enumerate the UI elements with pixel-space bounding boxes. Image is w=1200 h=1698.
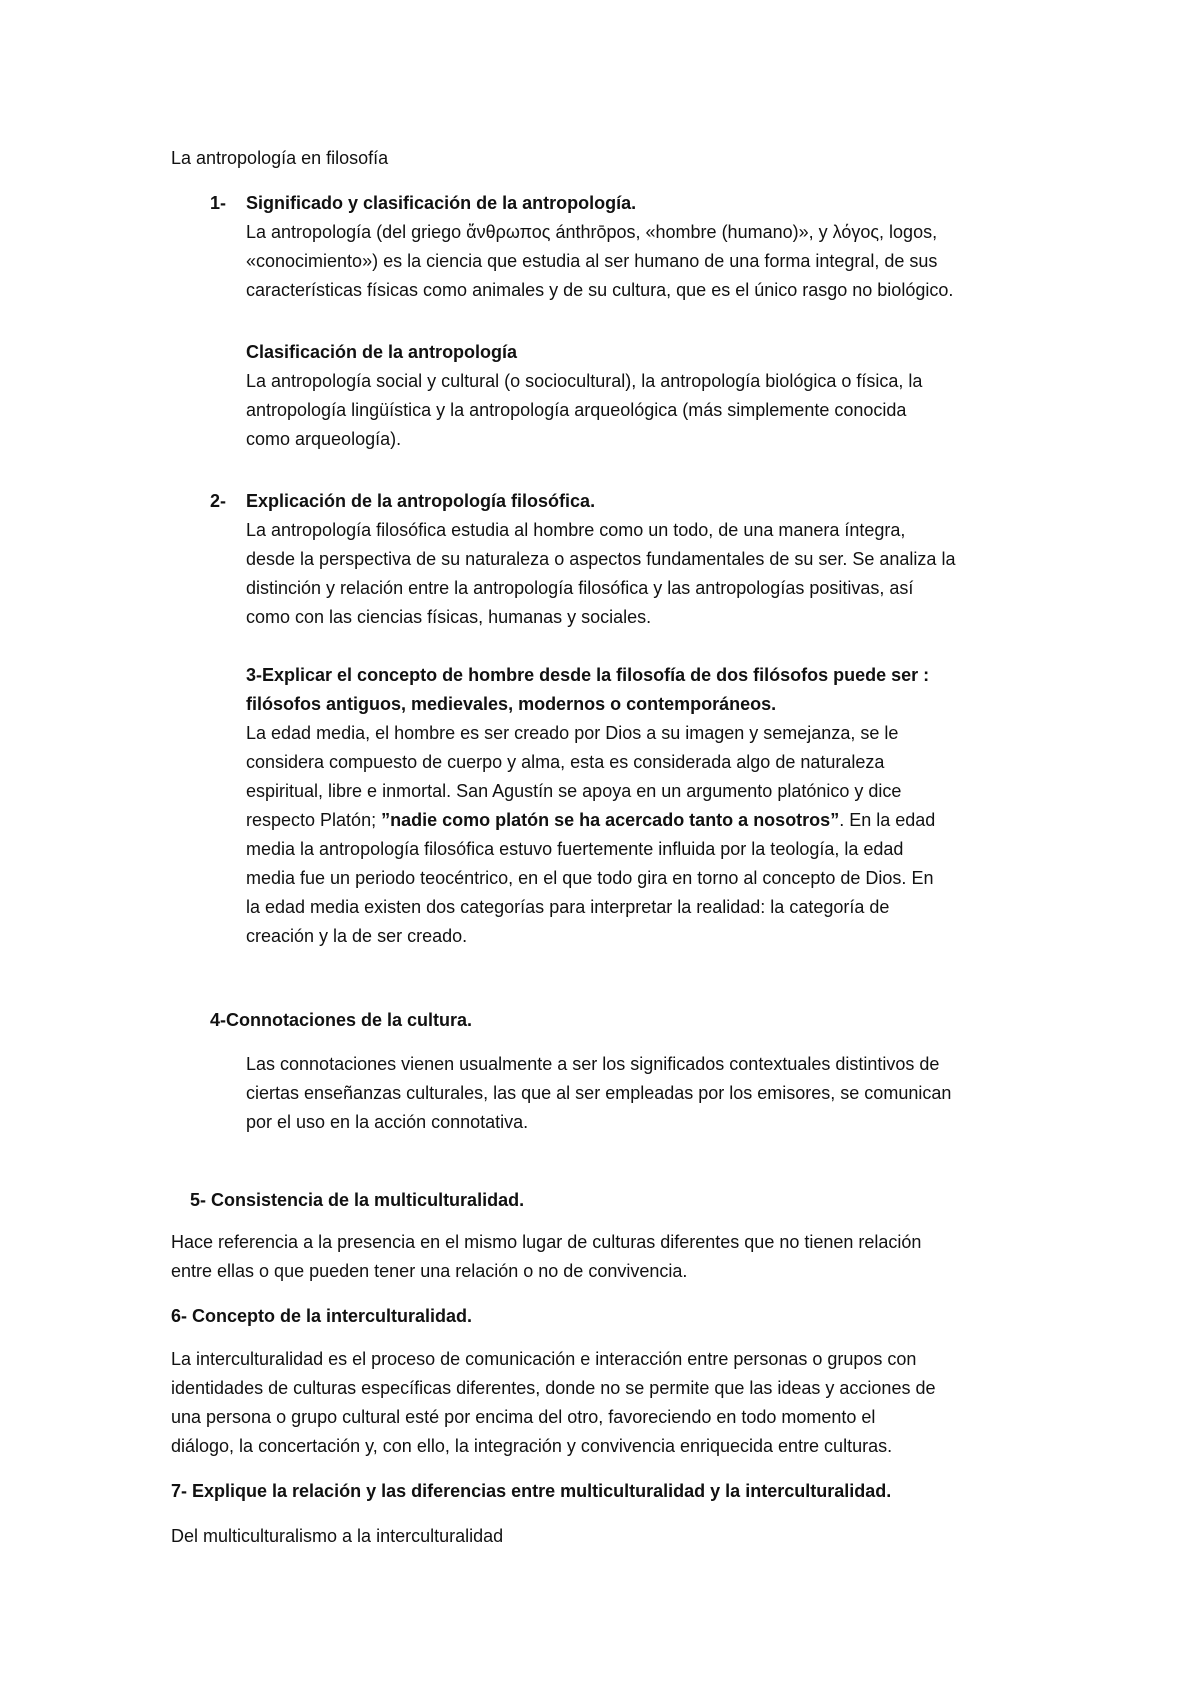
section-4-heading: 4-Connotaciones de la cultura. bbox=[210, 1010, 473, 1030]
paragraph-line: como con las ciencias físicas, humanas y sociales. bbox=[246, 607, 652, 627]
section-1-number: 1- bbox=[210, 193, 227, 213]
paragraph-line: distinción y relación entre la antropología filosófica y las antropologías positivas, así bbox=[246, 578, 914, 598]
paragraph-line: características físicas como animales y de su cultura, que es el único rasgo no biológico. bbox=[246, 280, 954, 300]
section-3-heading: 3-Explicar el concepto de hombre desde la filosofía de dos filósofos puede ser : bbox=[246, 665, 930, 685]
section-5-heading: 5- Consistencia de la multiculturalidad. bbox=[190, 1190, 525, 1210]
paragraph-line: diálogo, la concertación y, con ello, la integración y convivencia enriquecida entre culturas. bbox=[171, 1436, 893, 1456]
section-5-body bbox=[171, 1228, 921, 1286]
paragraph-line bbox=[246, 806, 935, 835]
paragraph-line: ciertas enseñanzas culturales, las que al ser empleadas por los emisores, se comunican bbox=[246, 1083, 952, 1103]
section-3-heading-cont: filósofos antiguos, medievales, modernos o contemporáneos. bbox=[246, 694, 777, 714]
section-2-heading: Explicación de la antropología filosófica. bbox=[246, 491, 596, 511]
paragraph-line: La interculturalidad es el proceso de comunicación e interacción entre personas o grupos con bbox=[171, 1349, 917, 1369]
paragraph-line: La antropología social y cultural (o sociocultural), la antropología biológica o física, la bbox=[246, 371, 923, 391]
paragraph-line: La antropología filosófica estudia al hombre como un todo, de una manera íntegra, bbox=[246, 520, 906, 540]
paragraph-line: considera compuesto de cuerpo y alma, esta es considerada algo de naturaleza bbox=[246, 752, 885, 772]
paragraph-line: identidades de culturas específicas diferentes, donde no se permite que las ideas y acciones de bbox=[171, 1378, 936, 1398]
section-7-body: Del multiculturalismo a la interculturalidad bbox=[171, 1526, 504, 1546]
section-1-body bbox=[246, 218, 953, 305]
section-3 bbox=[246, 661, 935, 951]
quote-tail: . En la edad bbox=[839, 810, 936, 830]
section-6-heading: 6- Concepto de la interculturalidad. bbox=[171, 1306, 473, 1326]
document-title: La antropología en filosofía bbox=[171, 148, 389, 168]
paragraph-line: La edad media, el hombre es ser creado por Dios a su imagen y semejanza, se le bbox=[246, 723, 899, 743]
section-6-body bbox=[171, 1345, 935, 1461]
paragraph-line: entre ellas o que pueden tener una relación o no de convivencia. bbox=[171, 1261, 688, 1281]
paragraph-line: antropología lingüística y la antropología arqueológica (más simplemente conocida bbox=[246, 400, 907, 420]
quote-lead: respecto Platón; bbox=[246, 810, 382, 830]
section-1-subheading: Clasificación de la antropología bbox=[246, 342, 518, 362]
paragraph-line: desde la perspectiva de su naturaleza o aspectos fundamentales de su ser. Se analiza la bbox=[246, 549, 956, 569]
paragraph-line: creación y la de ser creado. bbox=[246, 926, 468, 946]
section-2-body bbox=[246, 516, 955, 632]
paragraph-line: Hace referencia a la presencia en el mismo lugar de culturas diferentes que no tienen relación bbox=[171, 1232, 922, 1252]
section-4-body bbox=[246, 1050, 951, 1137]
paragraph-line: por el uso en la acción connotativa. bbox=[246, 1112, 529, 1132]
paragraph-line: La antropología (del griego ἄνθρωπος ánthrōpos, «hombre (humano)», y λόγος, logos, bbox=[246, 222, 938, 242]
paragraph-line: «conocimiento») es la ciencia que estudia al ser humano de una forma integral, de sus bbox=[246, 251, 938, 271]
paragraph-line: espiritual, libre e inmortal. San Agustín se apoya en un argumento platónico y dice bbox=[246, 781, 902, 801]
paragraph-line: media la antropología filosófica estuvo fuertemente influida por la teología, la edad bbox=[246, 839, 904, 859]
section-1-heading: Significado y clasificación de la antropología. bbox=[246, 193, 637, 213]
paragraph-line: la edad media existen dos categorías para interpretar la realidad: la categoría de bbox=[246, 897, 890, 917]
section-7-heading: 7- Explique la relación y las diferencias entre multiculturalidad y la interculturalidad. bbox=[171, 1481, 892, 1501]
paragraph-line: Las connotaciones vienen usualmente a ser los significados contextuales distintivos de bbox=[246, 1054, 940, 1074]
section-1-sub-body bbox=[246, 367, 922, 454]
paragraph-line: como arqueología). bbox=[246, 429, 402, 449]
section-2-number: 2- bbox=[210, 491, 227, 511]
augustine-quote: ”nadie como platón se ha acercado tanto a nosotros” bbox=[381, 810, 840, 830]
paragraph-line: media fue un periodo teocéntrico, en el que todo gira en torno al concepto de Dios. En bbox=[246, 868, 934, 888]
paragraph-line: una persona o grupo cultural esté por encima del otro, favoreciendo en todo momento el bbox=[171, 1407, 876, 1427]
